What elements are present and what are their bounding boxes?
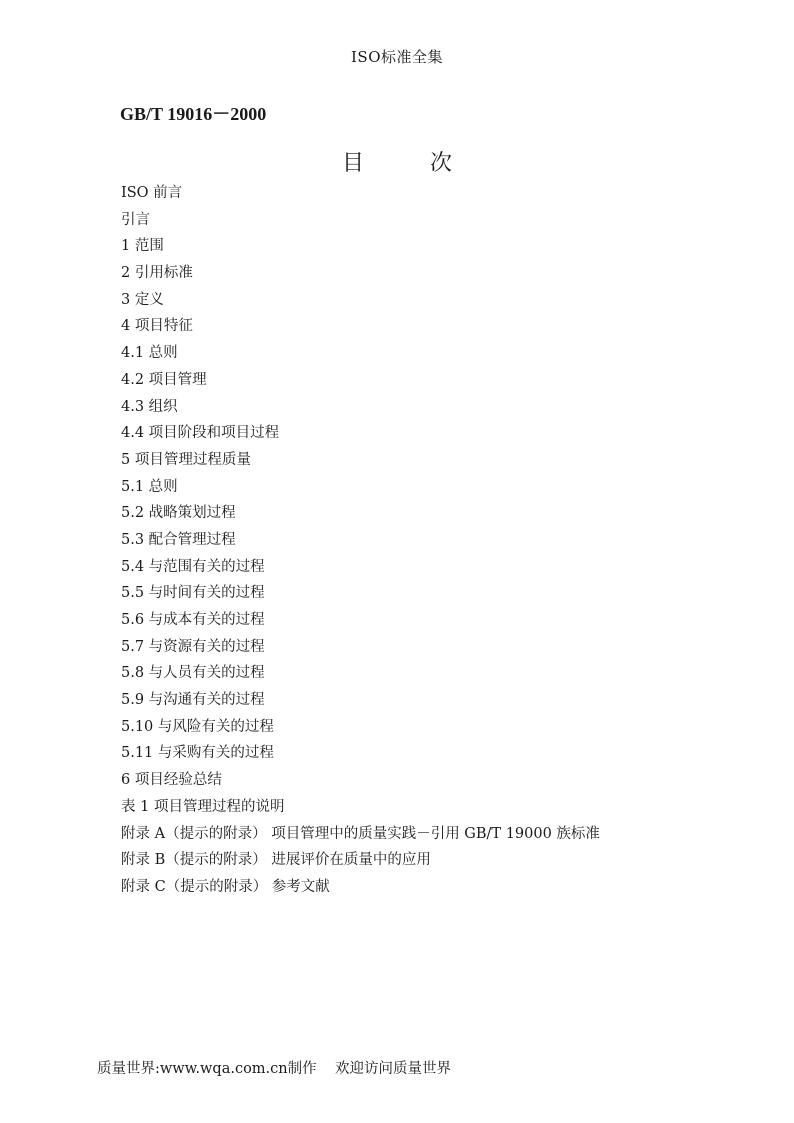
toc-item: 附录 A（提示的附录） 项目管理中的质量实践－引用 GB/T 19000 族标准 <box>121 825 600 842</box>
toc-item: 引言 <box>121 211 150 228</box>
toc-item: 5.7 与资源有关的过程 <box>121 638 265 655</box>
toc-item: 5.1 总则 <box>121 478 178 495</box>
toc-item: 5.3 配合管理过程 <box>121 531 236 548</box>
toc-item: 6 项目经验总结 <box>121 772 222 789</box>
toc-item: 5.9 与沟通有关的过程 <box>121 692 265 709</box>
toc-item: 1 范围 <box>121 238 164 255</box>
standard-code: GB/T 19016－2000 <box>120 104 267 124</box>
toc-item: 5.11 与采购有关的过程 <box>121 745 274 762</box>
toc-item: 5.10 与风险有关的过程 <box>121 718 274 735</box>
toc-item: 5.2 战略策划过程 <box>121 505 236 522</box>
page-footer: 质量世界:www.wqa.com.cn制作 欢迎访问质量世界 <box>97 1061 452 1077</box>
toc-item: 附录 B（提示的附录） 进展评价在质量中的应用 <box>121 852 431 869</box>
toc-item: 5.5 与时间有关的过程 <box>121 585 265 602</box>
toc-item: 2 引用标准 <box>121 265 193 282</box>
toc-item: 5.8 与人员有关的过程 <box>121 665 265 682</box>
toc-title: 目 次 <box>341 151 474 176</box>
toc-item: 5 项目管理过程质量 <box>121 451 251 468</box>
page-header: ISO标准全集 <box>351 48 443 66</box>
toc-item: 4.1 总则 <box>121 345 178 362</box>
toc-item: 5.4 与范围有关的过程 <box>121 558 265 575</box>
toc-item: 表 1 项目管理过程的说明 <box>121 798 285 815</box>
toc-item: 4 项目特征 <box>121 318 193 335</box>
table-of-contents <box>121 180 600 901</box>
toc-item: ISO 前言 <box>121 185 183 201</box>
toc-item: 附录 C（提示的附录） 参考文献 <box>121 878 330 895</box>
toc-item: 4.4 项目阶段和项目过程 <box>121 425 280 442</box>
toc-item: 3 定义 <box>121 291 164 308</box>
toc-item: 4.3 组织 <box>121 398 178 415</box>
toc-item: 5.6 与成本有关的过程 <box>121 612 265 628</box>
toc-item: 4.2 项目管理 <box>121 371 207 388</box>
